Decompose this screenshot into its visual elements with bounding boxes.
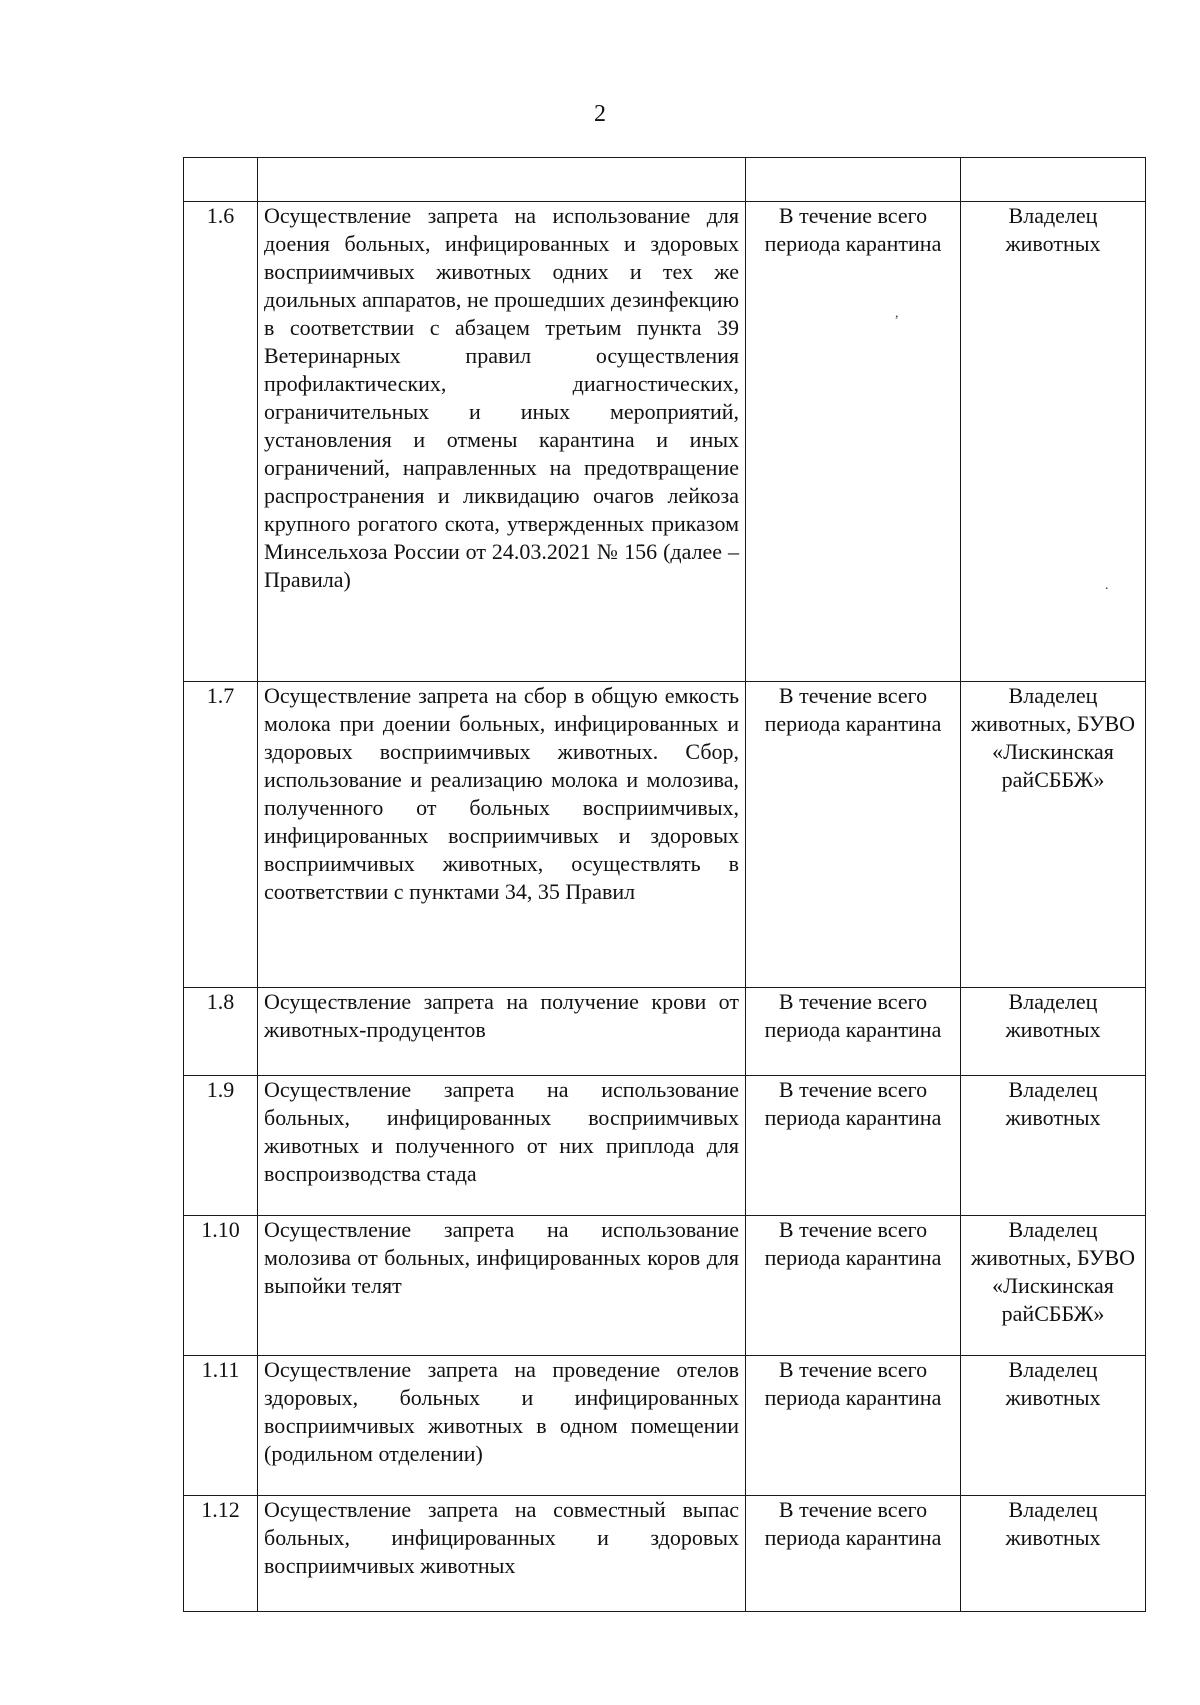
description-paragraph: Осуществление запрета на использование для доения больных, инфицированных и здоровых восприимчивых животных одних и тех же доильных аппаратов, не прошедших дезинфекцию в соответствии с абзацем третьим пункта 39 Ветеринарных правил осуществления профилактических, диагностических, ограничительных и иных мероприятий, установления и отмены карантина и иных ограничений, направленных на предотвращение распространения и ликвидацию очагов лейкоза крупного рогатого скота, утвержденных приказом Минсельхоза России от 24.03.2021 № 156 (далее – Правила) [264,203,739,592]
row-number: 1.8 [184,988,258,1076]
description-paragraph: Сбор, использование и реализацию молока и молозива, полученного от больных восприимчивых, инфицированных восприимчивых и здоровых восприимчивых животных, осуществлять в соответствии с пунктами 34, 35 Правил [264,739,740,904]
table-row [184,1356,1146,1496]
row-term: В течение всего периода карантина [746,1216,961,1356]
measures-table [183,157,1146,1612]
header-cell-term [746,158,961,202]
table-row [184,1496,1146,1612]
row-responsible: Владелец животных, БУВО «Лискинская райСББЖ» [961,1216,1146,1356]
row-description [258,1216,746,1356]
row-term: В течение всего периода карантина [746,1356,961,1496]
description-paragraph: Осуществление запрета на сбор в общую емкость молока при доении больных, инфицированных и здоровых восприимчивых животных. [264,683,739,764]
table-row [184,988,1146,1076]
row-description [258,682,746,988]
row-term: В течение всего периода карантина [746,202,961,682]
table-row [184,202,1146,682]
header-cell-num [184,158,258,202]
row-responsible: Владелец животных [961,988,1146,1076]
header-cell-desc [258,158,746,202]
table-header-row [184,158,1146,202]
row-description [258,202,746,682]
row-description [258,1496,746,1612]
scan-speck: . [1105,578,1109,593]
description-paragraph: Осуществление запрета на получение крови от животных-продуцентов [264,989,739,1042]
row-term: В течение всего периода карантина [746,988,961,1076]
description-paragraph: Осуществление запрета на совместный выпас больных, инфицированных и здоровых восприимчивых животных [264,1497,739,1578]
header-cell-resp [961,158,1146,202]
page-number: 2 [594,101,606,127]
row-number: 1.10 [184,1216,258,1356]
row-description [258,1356,746,1496]
description-paragraph: Осуществление запрета на использование больных, инфицированных восприимчивых животных и полученного от них приплода для воспроизводства стада [264,1077,739,1186]
row-responsible: Владелец животных [961,1356,1146,1496]
row-number: 1.7 [184,682,258,988]
row-term: В течение всего периода карантина [746,1076,961,1216]
table-row [184,1076,1146,1216]
row-number: 1.6 [184,202,258,682]
row-number: 1.9 [184,1076,258,1216]
row-term: В течение всего периода карантина [746,1496,961,1612]
row-responsible: Владелец животных, БУВО «Лискинская райСББЖ» [961,682,1146,988]
description-paragraph: Осуществление запрета на проведение отелов здоровых, больных и инфицированных восприимчивых животных в одном помещении (родильном отделении) [264,1357,739,1466]
row-description [258,988,746,1076]
description-paragraph: Осуществление запрета на использование молозива от больных, инфицированных коров для выпойки телят [264,1217,739,1298]
table-row [184,682,1146,988]
scan-speck: , [895,306,899,321]
row-responsible: Владелец животных [961,1076,1146,1216]
row-number: 1.12 [184,1496,258,1612]
table-row [184,1216,1146,1356]
row-responsible: Владелец животных [961,1496,1146,1612]
row-number: 1.11 [184,1356,258,1496]
row-term: В течение всего периода карантина [746,682,961,988]
row-responsible: Владелец животных [961,202,1146,682]
row-description [258,1076,746,1216]
